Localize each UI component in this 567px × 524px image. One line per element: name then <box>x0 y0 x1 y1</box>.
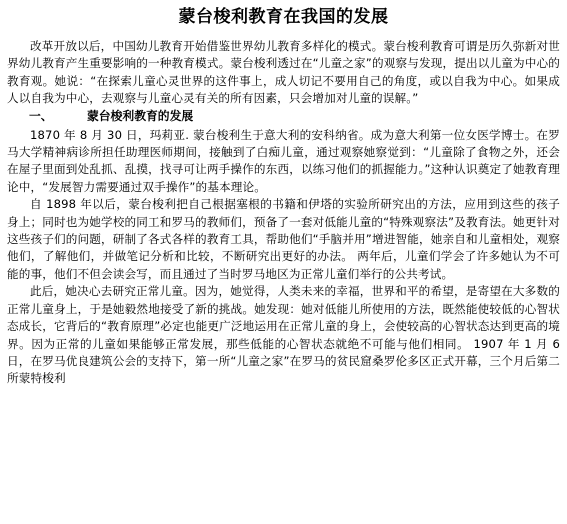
intro-paragraph: 改革开放以后，中国幼儿教育开始借鉴世界幼儿教育多样化的模式。蒙台梭利教育可谓是历久弥新对世界幼儿教育产生重要影响的一种教育模式。蒙台梭利透过在“儿童之家”的观察与发现，提出以儿童为中心的教育观。她说：“在探索儿童心灵世界的这件事上，成人切记不要用自己的角度，或以自我为中心。如果成人以自我为中心，去观察与儿童心灵有关的所有因素，只会增加对儿童的误解。” <box>7 39 560 106</box>
body-paragraph-1: 1870 年 8 月 30 日，玛莉亚. 蒙台梭利生于意大利的安科纳省。成为意大利第一位女医学博士。在罗马大学精神病诊所担任助理医师期间，接触到了白痴儿童，通过观察她察觉到：“儿童除了食物之外，还会在屋子里面到处乱抓、乱摸，找寻可让两手操作的东西，以练习他们的抓握能力。”这种认识奠定了她教育理论中，“发展智力需要通过双手操作”的基本理论。 <box>7 127 560 194</box>
section-number: 一、 <box>29 108 53 123</box>
body-paragraph-3: 此后，她决心去研究正常儿童。因为，她觉得，人类未来的幸福，世界和平的希望，是寄望在大多数的正常儿童身上，于是她毅然地接受了新的挑战。她发现：她对低能儿所使用的方法，既然能使较低的心智状态成长，它背后的“教育原理”必定也能更广泛地运用在正常儿童的身上，会使较高的心智状态达到更高的境界。因为正常的儿童如果能够正常发展，那些低能的心智状态就绝不可能与他们相同。 1907 年 1 月 6 日，在罗马优良建筑公会的支持下，第一所“儿童之家”在罗马的贫民窟桑罗伦多区正式开幕，三个月后第二所蒙特梭利 <box>7 284 560 386</box>
section-title: 蒙台梭利教育的发展 <box>87 108 194 123</box>
section-heading <box>7 108 560 125</box>
section-body <box>7 127 560 388</box>
document-title: 蒙台梭利教育在我国的发展 <box>178 7 389 27</box>
body-paragraph-2: 自 1898 年以后，蒙台梭利把自己根据塞根的书籍和伊塔的实验所研究出的方法，应用到这些的孩子身上；同时也为她学校的同工和罗马的教师们，预备了一套对低能儿童的“特殊观察法”及教育法。她更针对这些孩子们的问题，研制了各式各样的教育工具，帮助他们“手脑并用”增进智能，她亲自和儿童相处，观察他们，了解他们，并做笔记分析和比较，不断研究出更好的办法。 两年后，儿童们学会了许多她认为不可能的事，他们不但会读会写，而且通过了当时罗马地区为正常儿童们举行的公共考试。 <box>7 197 560 281</box>
